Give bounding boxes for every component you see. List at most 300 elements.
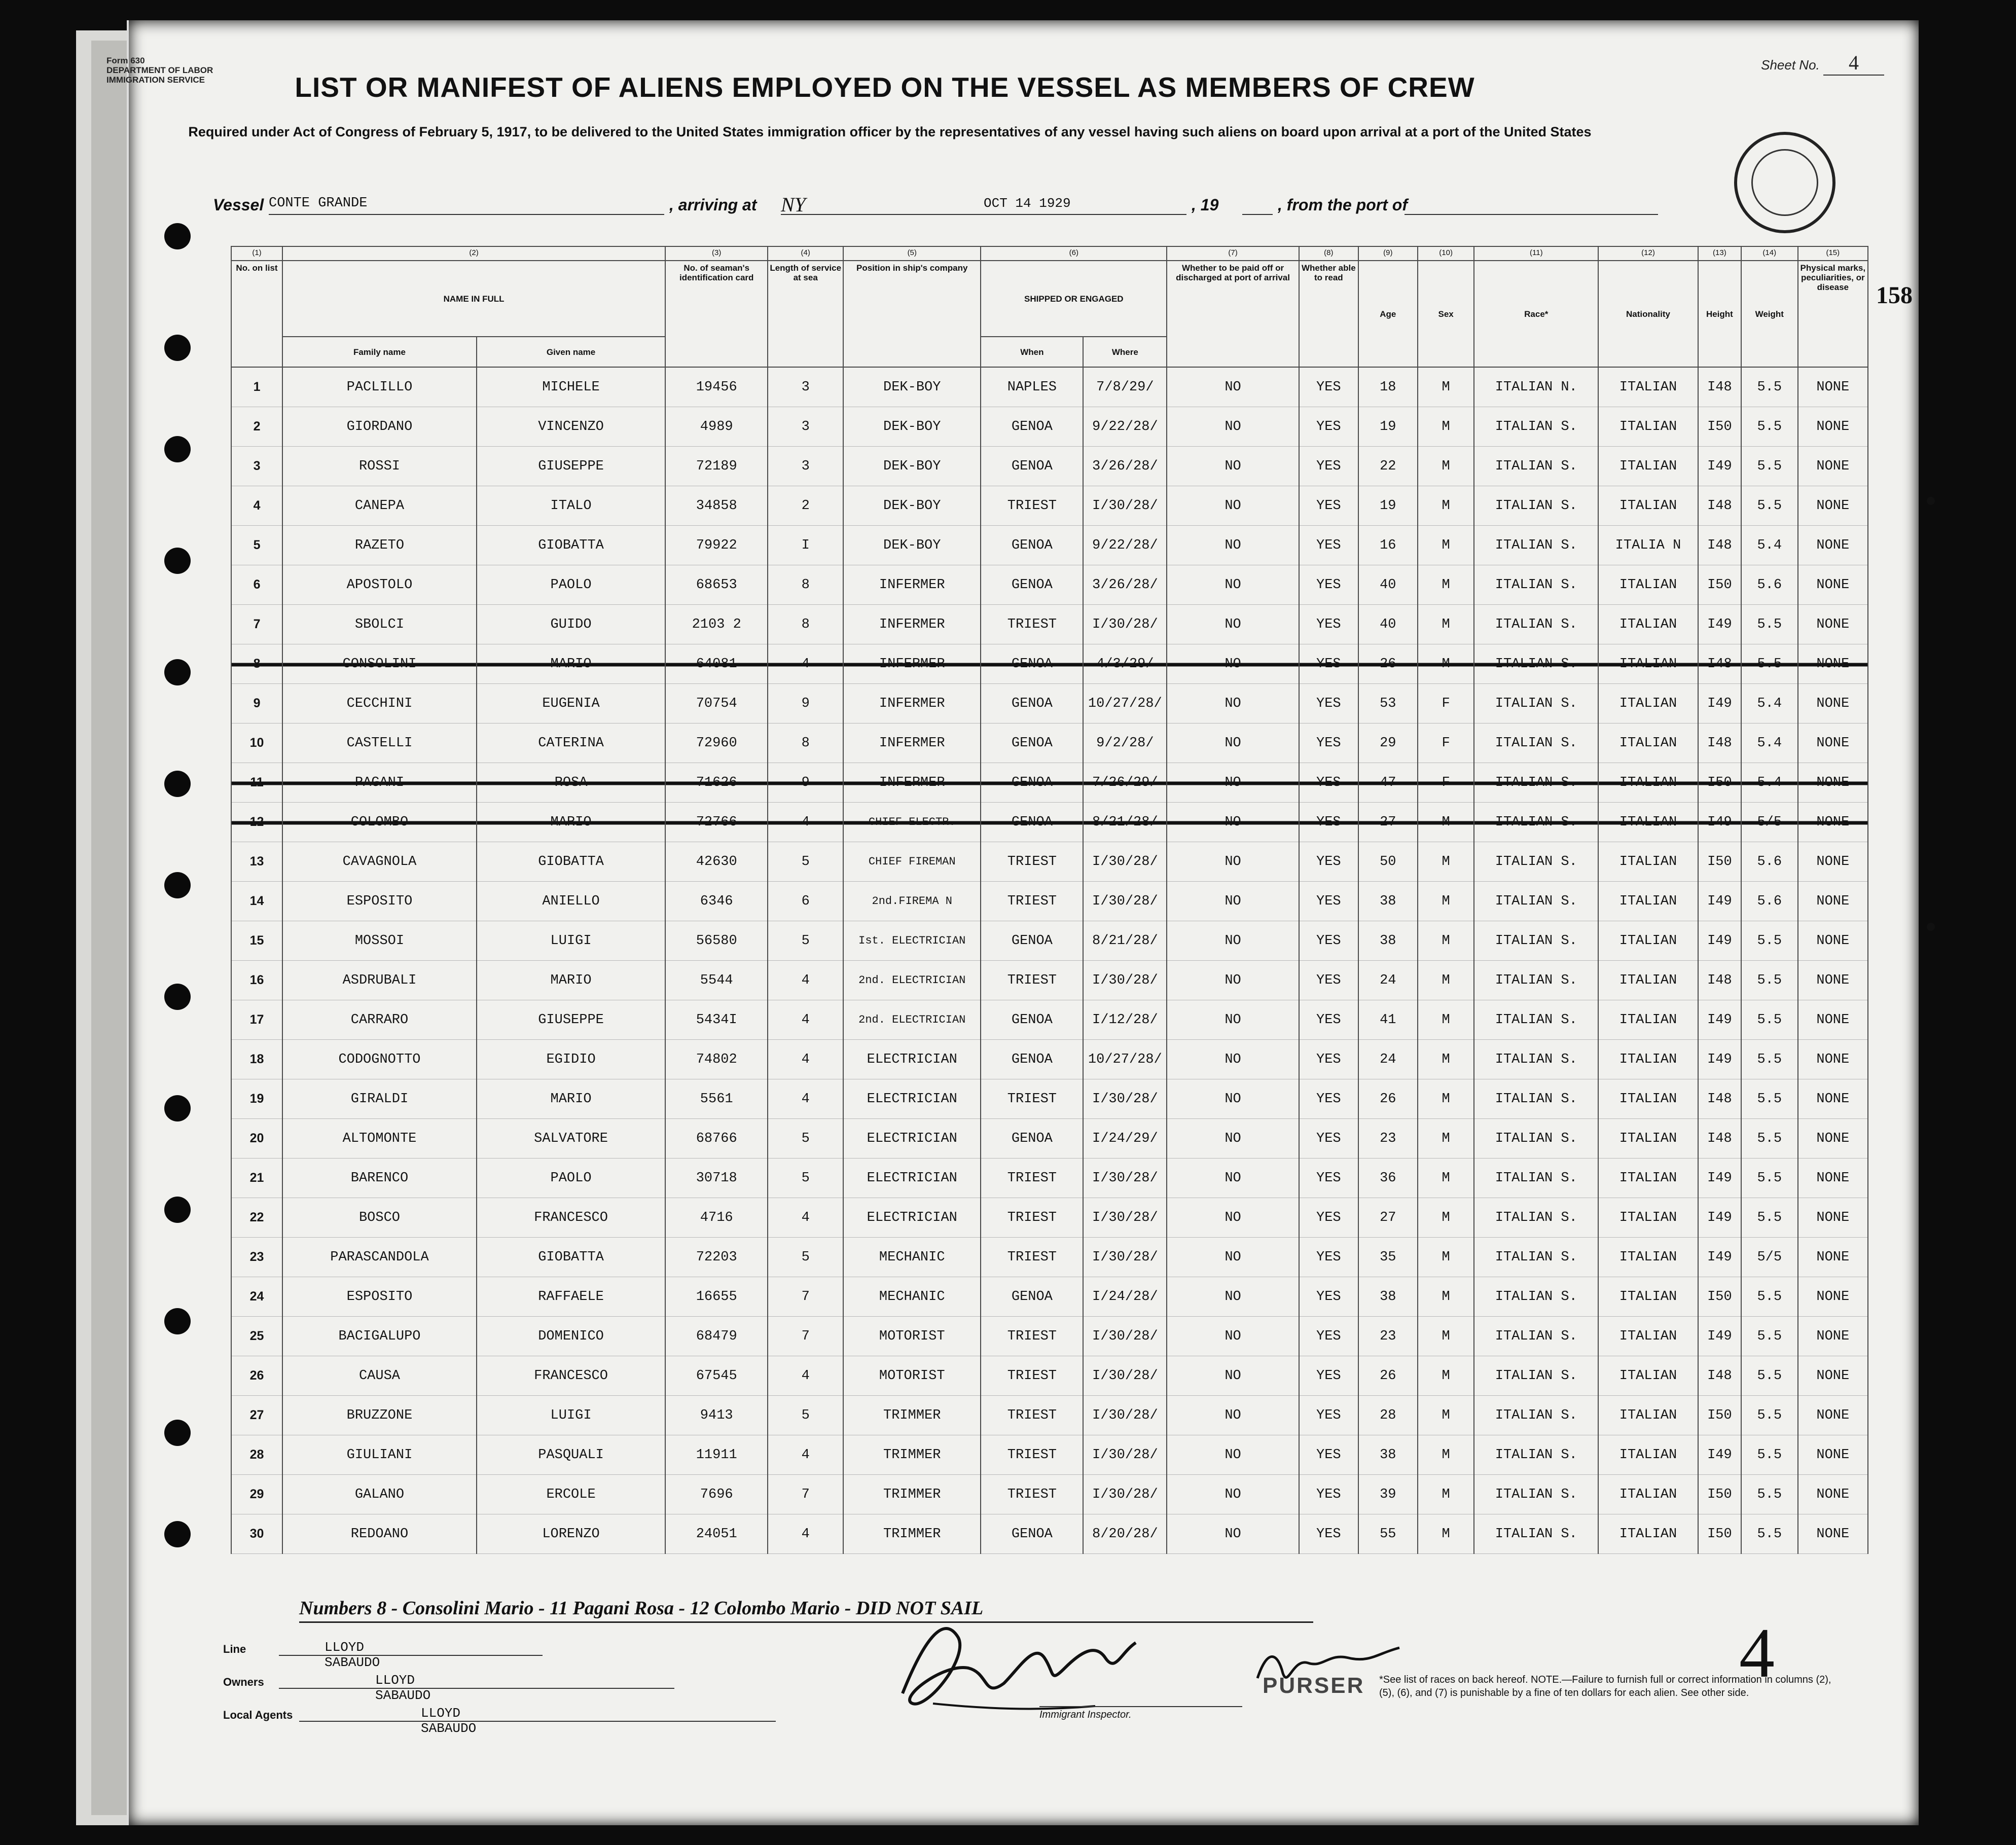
race: ITALIAN S. xyxy=(1474,961,1598,1000)
table-row xyxy=(231,1435,1868,1475)
owners-underline xyxy=(279,1688,674,1689)
given-name: CATERINA xyxy=(477,723,665,763)
line-label: Line xyxy=(223,1643,246,1655)
length-service: 5 xyxy=(768,1238,843,1277)
able-to-read: YES xyxy=(1299,842,1358,882)
table-row xyxy=(231,526,1868,565)
race: ITALIAN S. xyxy=(1474,1356,1598,1396)
position: INFERMER xyxy=(843,605,981,644)
paid-off: NO xyxy=(1167,1079,1299,1119)
footer-note: *See list of races on back hereof. NOTE.—Failure to furnish full or correct information in columns (2), (5), (6), and (7) is punishable by a fine of ten dollars for each alien. See other side. xyxy=(1379,1674,1831,1698)
paid-off: NO xyxy=(1167,1435,1299,1475)
from-port-label: , from the port of xyxy=(1278,196,1408,214)
owners-value: LLOYD SABAUDO xyxy=(375,1673,431,1703)
header-nationality: Nationality xyxy=(1598,261,1698,367)
line-underline xyxy=(279,1655,543,1656)
race: ITALIAN S. xyxy=(1474,1119,1598,1159)
shipped-when: GENOA xyxy=(981,407,1083,447)
shipped-where: I/30/28/ xyxy=(1083,961,1167,1000)
nationality: ITALIAN xyxy=(1598,1514,1698,1554)
able-to-read: YES xyxy=(1299,1159,1358,1198)
height: I49 xyxy=(1698,1317,1741,1356)
header-id-card: No. of seaman's identification card xyxy=(665,261,768,367)
paid-off: NO xyxy=(1167,803,1299,842)
paid-off: NO xyxy=(1167,961,1299,1000)
family-name: CANEPA xyxy=(282,486,477,526)
position: MECHANIC xyxy=(843,1238,981,1277)
able-to-read: YES xyxy=(1299,1000,1358,1040)
header-name-in-full: NAME IN FULL xyxy=(282,261,665,337)
given-name: SALVATORE xyxy=(477,1119,665,1159)
shipped-when: TRIEST xyxy=(981,1396,1083,1435)
position: TRIMMER xyxy=(843,1435,981,1475)
shipped-where: I/30/28/ xyxy=(1083,842,1167,882)
id-card: 74802 xyxy=(665,1040,768,1079)
year-label: , 19 xyxy=(1192,196,1219,214)
shipped-when: GENOA xyxy=(981,644,1083,684)
id-card: 5561 xyxy=(665,1079,768,1119)
row-number: 8 xyxy=(231,644,282,684)
given-name: MARIO xyxy=(477,961,665,1000)
row-number: 28 xyxy=(231,1435,282,1475)
race: ITALIAN S. xyxy=(1474,842,1598,882)
paid-off: NO xyxy=(1167,407,1299,447)
sex: M xyxy=(1418,486,1474,526)
able-to-read: YES xyxy=(1299,1514,1358,1554)
id-card: 68653 xyxy=(665,565,768,605)
age: 28 xyxy=(1358,1396,1418,1435)
race: ITALIAN S. xyxy=(1474,723,1598,763)
race: ITALIAN S. xyxy=(1474,1040,1598,1079)
row-number: 27 xyxy=(231,1396,282,1435)
form-number: Form 630 xyxy=(106,56,145,65)
family-name: ROSSI xyxy=(282,447,477,486)
sex: M xyxy=(1418,407,1474,447)
table-row xyxy=(231,447,1868,486)
weight: 5.5 xyxy=(1741,1514,1798,1554)
col-num: (8) xyxy=(1299,246,1358,261)
family-name: BACIGALUPO xyxy=(282,1317,477,1356)
shipped-where: 9/22/28/ xyxy=(1083,526,1167,565)
header-paid-off: Whether to be paid off or discharged at port of arrival xyxy=(1167,261,1299,367)
id-card: 72960 xyxy=(665,723,768,763)
age: 38 xyxy=(1358,1435,1418,1475)
weight: 5.5 xyxy=(1741,1435,1798,1475)
length-service: 5 xyxy=(768,1396,843,1435)
punch-hole xyxy=(164,872,191,898)
agents-underline xyxy=(299,1721,776,1722)
shipped-where: 4/3/29/ xyxy=(1083,644,1167,684)
race: ITALIAN S. xyxy=(1474,1396,1598,1435)
age: 55 xyxy=(1358,1514,1418,1554)
position: CHIEF ELECTR. xyxy=(843,803,981,842)
col-num: (14) xyxy=(1741,246,1798,261)
agents-row xyxy=(223,1706,477,1736)
position: MOTORIST xyxy=(843,1356,981,1396)
table-row xyxy=(231,1000,1868,1040)
length-service: 2 xyxy=(768,486,843,526)
col-num: (11) xyxy=(1474,246,1598,261)
shipped-when: GENOA xyxy=(981,1277,1083,1317)
id-card: 67545 xyxy=(665,1356,768,1396)
table-row xyxy=(231,921,1868,961)
column-number-row xyxy=(231,246,1868,261)
owners-label: Owners xyxy=(223,1676,264,1688)
table-row xyxy=(231,1159,1868,1198)
id-card: 5544 xyxy=(665,961,768,1000)
col-num: (5) xyxy=(843,246,981,261)
col-num: (4) xyxy=(768,246,843,261)
race: ITALIAN N. xyxy=(1474,367,1598,407)
table-row xyxy=(231,723,1868,763)
position: INFERMER xyxy=(843,644,981,684)
id-card: 11911 xyxy=(665,1435,768,1475)
race: ITALIAN S. xyxy=(1474,526,1598,565)
length-service: 3 xyxy=(768,367,843,407)
shipped-where: I/30/28/ xyxy=(1083,1435,1167,1475)
shipped-when: TRIEST xyxy=(981,882,1083,921)
physical-marks: NONE xyxy=(1798,1198,1868,1238)
physical-marks: NONE xyxy=(1798,1000,1868,1040)
able-to-read: YES xyxy=(1299,1475,1358,1514)
table-row xyxy=(231,961,1868,1000)
col-num: (9) xyxy=(1358,246,1418,261)
punch-hole xyxy=(164,1095,191,1122)
header-where: Where xyxy=(1083,337,1167,367)
height: I48 xyxy=(1698,1356,1741,1396)
age: 27 xyxy=(1358,803,1418,842)
id-card: 68479 xyxy=(665,1317,768,1356)
position: ELECTRICIAN xyxy=(843,1119,981,1159)
position: MECHANIC xyxy=(843,1277,981,1317)
paid-off: NO xyxy=(1167,723,1299,763)
physical-marks: NONE xyxy=(1798,1040,1868,1079)
height: I48 xyxy=(1698,486,1741,526)
age: 36 xyxy=(1358,1159,1418,1198)
paid-off: NO xyxy=(1167,447,1299,486)
row-number: 6 xyxy=(231,565,282,605)
physical-marks: NONE xyxy=(1798,763,1868,803)
weight: 5.6 xyxy=(1741,565,1798,605)
shipped-where: I/24/29/ xyxy=(1083,1119,1167,1159)
weight: 5.5 xyxy=(1741,1040,1798,1079)
given-name: RAFFAELE xyxy=(477,1277,665,1317)
given-name: EUGENIA xyxy=(477,684,665,723)
paid-off: NO xyxy=(1167,1040,1299,1079)
height: I49 xyxy=(1698,921,1741,961)
position: TRIMMER xyxy=(843,1475,981,1514)
physical-marks: NONE xyxy=(1798,1238,1868,1277)
sex: M xyxy=(1418,1475,1474,1514)
age: 38 xyxy=(1358,1277,1418,1317)
age: 41 xyxy=(1358,1000,1418,1040)
sex: M xyxy=(1418,961,1474,1000)
col-num: (1) xyxy=(231,246,282,261)
able-to-read: YES xyxy=(1299,1277,1358,1317)
row-number: 17 xyxy=(231,1000,282,1040)
shipped-when: GENOA xyxy=(981,447,1083,486)
nationality: ITALIAN xyxy=(1598,1277,1698,1317)
sex: M xyxy=(1418,1514,1474,1554)
id-card: 30718 xyxy=(665,1159,768,1198)
id-card: 72203 xyxy=(665,1238,768,1277)
family-name: PARASCANDOLA xyxy=(282,1238,477,1277)
shipped-where: I/30/28/ xyxy=(1083,605,1167,644)
sheet-number xyxy=(1761,51,1884,76)
nationality: ITALIAN xyxy=(1598,1079,1698,1119)
length-service: 9 xyxy=(768,763,843,803)
height: I49 xyxy=(1698,1000,1741,1040)
given-name: LORENZO xyxy=(477,1514,665,1554)
sheet-number-value: 4 xyxy=(1823,51,1884,76)
row-number: 7 xyxy=(231,605,282,644)
family-name: BRUZZONE xyxy=(282,1396,477,1435)
nationality: ITALIAN xyxy=(1598,486,1698,526)
family-name: ESPOSITO xyxy=(282,882,477,921)
physical-marks: NONE xyxy=(1798,447,1868,486)
height: I49 xyxy=(1698,882,1741,921)
race: ITALIAN S. xyxy=(1474,605,1598,644)
sex: M xyxy=(1418,1356,1474,1396)
able-to-read: YES xyxy=(1299,803,1358,842)
height: I50 xyxy=(1698,842,1741,882)
given-name: LUIGI xyxy=(477,1396,665,1435)
owners-row xyxy=(223,1673,431,1703)
nationality: ITALIAN xyxy=(1598,842,1698,882)
sex: M xyxy=(1418,921,1474,961)
sheet-mark: 4 xyxy=(1739,1614,1775,1692)
table-row xyxy=(231,684,1868,723)
table-row xyxy=(231,486,1868,526)
height: I48 xyxy=(1698,961,1741,1000)
id-card: 24051 xyxy=(665,1514,768,1554)
nationality: ITALIAN xyxy=(1598,1475,1698,1514)
able-to-read: YES xyxy=(1299,447,1358,486)
punch-hole xyxy=(164,1197,191,1223)
page-subtitle: Required under Act of Congress of February 5, 1917, to be delivered to the United States immigration officer by the representatives of any vessel having such aliens on board upon arrival at a port of the United States xyxy=(188,124,1592,139)
family-name: CAVAGNOLA xyxy=(282,842,477,882)
able-to-read: YES xyxy=(1299,565,1358,605)
table-row xyxy=(231,1238,1868,1277)
family-name: REDOANO xyxy=(282,1514,477,1554)
shipped-where: I/30/28/ xyxy=(1083,1396,1167,1435)
physical-marks: NONE xyxy=(1798,921,1868,961)
weight: 5.5 xyxy=(1741,1475,1798,1514)
age: 50 xyxy=(1358,842,1418,882)
date-stamp: OCT 14 1929 xyxy=(984,196,1071,211)
race: ITALIAN S. xyxy=(1474,1079,1598,1119)
shipped-when: TRIEST xyxy=(981,1435,1083,1475)
sex: M xyxy=(1418,644,1474,684)
row-number: 18 xyxy=(231,1040,282,1079)
family-name: GIORDANO xyxy=(282,407,477,447)
height: I49 xyxy=(1698,1238,1741,1277)
nationality: ITALIAN xyxy=(1598,921,1698,961)
given-name: DOMENICO xyxy=(477,1317,665,1356)
row-number: 19 xyxy=(231,1079,282,1119)
shipped-when: GENOA xyxy=(981,803,1083,842)
physical-marks: NONE xyxy=(1798,1475,1868,1514)
table-row xyxy=(231,1514,1868,1554)
paid-off: NO xyxy=(1167,1238,1299,1277)
race: ITALIAN S. xyxy=(1474,763,1598,803)
header-family-name: Family name xyxy=(282,337,477,367)
position: ELECTRICIAN xyxy=(843,1159,981,1198)
table-row xyxy=(231,842,1868,882)
length-service: 4 xyxy=(768,1000,843,1040)
punch-hole xyxy=(164,223,191,249)
physical-marks: NONE xyxy=(1798,1317,1868,1356)
physical-marks: NONE xyxy=(1798,1514,1868,1554)
length-service: 8 xyxy=(768,723,843,763)
able-to-read: YES xyxy=(1299,684,1358,723)
given-name: MARIO xyxy=(477,1079,665,1119)
row-number: 3 xyxy=(231,447,282,486)
length-service: 9 xyxy=(768,684,843,723)
margin-dot xyxy=(1927,497,1935,505)
length-service: 7 xyxy=(768,1317,843,1356)
age: 26 xyxy=(1358,1079,1418,1119)
position: INFERMER xyxy=(843,763,981,803)
length-service: 5 xyxy=(768,1119,843,1159)
id-card: 4716 xyxy=(665,1198,768,1238)
weight: 5.4 xyxy=(1741,526,1798,565)
shipped-where: 10/27/28/ xyxy=(1083,1040,1167,1079)
age: 27 xyxy=(1358,1198,1418,1238)
table-row xyxy=(231,882,1868,921)
race: ITALIAN S. xyxy=(1474,1198,1598,1238)
weight: 5.5 xyxy=(1741,1079,1798,1119)
row-number: 1 xyxy=(231,367,282,407)
nationality: ITALIAN xyxy=(1598,367,1698,407)
nationality: ITALIAN xyxy=(1598,1396,1698,1435)
position: MOTORIST xyxy=(843,1317,981,1356)
paid-off: NO xyxy=(1167,921,1299,961)
age: 40 xyxy=(1358,605,1418,644)
id-card: 5434I xyxy=(665,1000,768,1040)
length-service: 5 xyxy=(768,1159,843,1198)
shipped-when: TRIEST xyxy=(981,1356,1083,1396)
nationality: ITALIAN xyxy=(1598,1238,1698,1277)
row-number: 11 xyxy=(231,763,282,803)
race: ITALIAN S. xyxy=(1474,447,1598,486)
row-number: 9 xyxy=(231,684,282,723)
position: ELECTRICIAN xyxy=(843,1079,981,1119)
position: DEK-BOY xyxy=(843,486,981,526)
sex: M xyxy=(1418,565,1474,605)
given-name: GIOBATTA xyxy=(477,842,665,882)
shipped-when: TRIEST xyxy=(981,842,1083,882)
length-service: 4 xyxy=(768,644,843,684)
shipped-when: TRIEST xyxy=(981,961,1083,1000)
position: TRIMMER xyxy=(843,1396,981,1435)
vessel-name: CONTE GRANDE xyxy=(269,193,664,215)
id-card: 16655 xyxy=(665,1277,768,1317)
header-row xyxy=(231,261,1868,337)
nationality: ITALIAN xyxy=(1598,1356,1698,1396)
sex: M xyxy=(1418,1277,1474,1317)
age: 22 xyxy=(1358,447,1418,486)
family-name: PACLILLO xyxy=(282,367,477,407)
given-name: ROSA xyxy=(477,763,665,803)
table-row xyxy=(231,407,1868,447)
id-card: 68766 xyxy=(665,1119,768,1159)
height: I50 xyxy=(1698,1277,1741,1317)
row-number: 5 xyxy=(231,526,282,565)
position: DEK-BOY xyxy=(843,447,981,486)
punch-hole xyxy=(164,1308,191,1334)
nationality: ITALIAN xyxy=(1598,882,1698,921)
id-card: 4989 xyxy=(665,407,768,447)
physical-marks: NONE xyxy=(1798,684,1868,723)
line-value: LLOYD SABAUDO xyxy=(325,1640,380,1670)
shipped-where: I/30/28/ xyxy=(1083,1238,1167,1277)
shipped-when: TRIEST xyxy=(981,605,1083,644)
age: 26 xyxy=(1358,1356,1418,1396)
shipped-when: TRIEST xyxy=(981,486,1083,526)
age: 29 xyxy=(1358,723,1418,763)
able-to-read: YES xyxy=(1299,1198,1358,1238)
col-num: (15) xyxy=(1798,246,1868,261)
punch-hole xyxy=(164,548,191,574)
paid-off: NO xyxy=(1167,1317,1299,1356)
nationality: ITALIAN xyxy=(1598,644,1698,684)
physical-marks: NONE xyxy=(1798,526,1868,565)
age: 38 xyxy=(1358,882,1418,921)
table-row xyxy=(231,1317,1868,1356)
shipped-where: I/30/28/ xyxy=(1083,1317,1167,1356)
height: I49 xyxy=(1698,1198,1741,1238)
length-service: I xyxy=(768,526,843,565)
given-name: GIUSEPPE xyxy=(477,1000,665,1040)
able-to-read: YES xyxy=(1299,1435,1358,1475)
race: ITALIAN S. xyxy=(1474,1159,1598,1198)
row-number: 10 xyxy=(231,723,282,763)
family-name: GIULIANI xyxy=(282,1435,477,1475)
given-name: FRANCESCO xyxy=(477,1198,665,1238)
able-to-read: YES xyxy=(1299,763,1358,803)
row-number: 29 xyxy=(231,1475,282,1514)
paid-off: NO xyxy=(1167,605,1299,644)
row-number: 23 xyxy=(231,1238,282,1277)
row-number: 2 xyxy=(231,407,282,447)
sex: F xyxy=(1418,763,1474,803)
weight: 5.5 xyxy=(1741,961,1798,1000)
paid-off: NO xyxy=(1167,763,1299,803)
agents-label: Local Agents xyxy=(223,1709,293,1721)
nationality: ITALIAN xyxy=(1598,763,1698,803)
paid-off: NO xyxy=(1167,1475,1299,1514)
height: I48 xyxy=(1698,367,1741,407)
punch-hole xyxy=(164,1420,191,1446)
age: 38 xyxy=(1358,921,1418,961)
col-num: (12) xyxy=(1598,246,1698,261)
paid-off: NO xyxy=(1167,1159,1299,1198)
position: 2nd. ELECTRICIAN xyxy=(843,1000,981,1040)
given-name: EGIDIO xyxy=(477,1040,665,1079)
family-name: PAGANI xyxy=(282,763,477,803)
family-name: CODOGNOTTO xyxy=(282,1040,477,1079)
table-row xyxy=(231,644,1868,684)
able-to-read: YES xyxy=(1299,526,1358,565)
nationality: ITALIAN xyxy=(1598,1040,1698,1079)
family-name: COLOMBO xyxy=(282,803,477,842)
family-name: GIRALDI xyxy=(282,1079,477,1119)
given-name: LUIGI xyxy=(477,921,665,961)
shipped-where: I/30/28/ xyxy=(1083,882,1167,921)
length-service: 3 xyxy=(768,407,843,447)
position: CHIEF FIREMAN xyxy=(843,842,981,882)
